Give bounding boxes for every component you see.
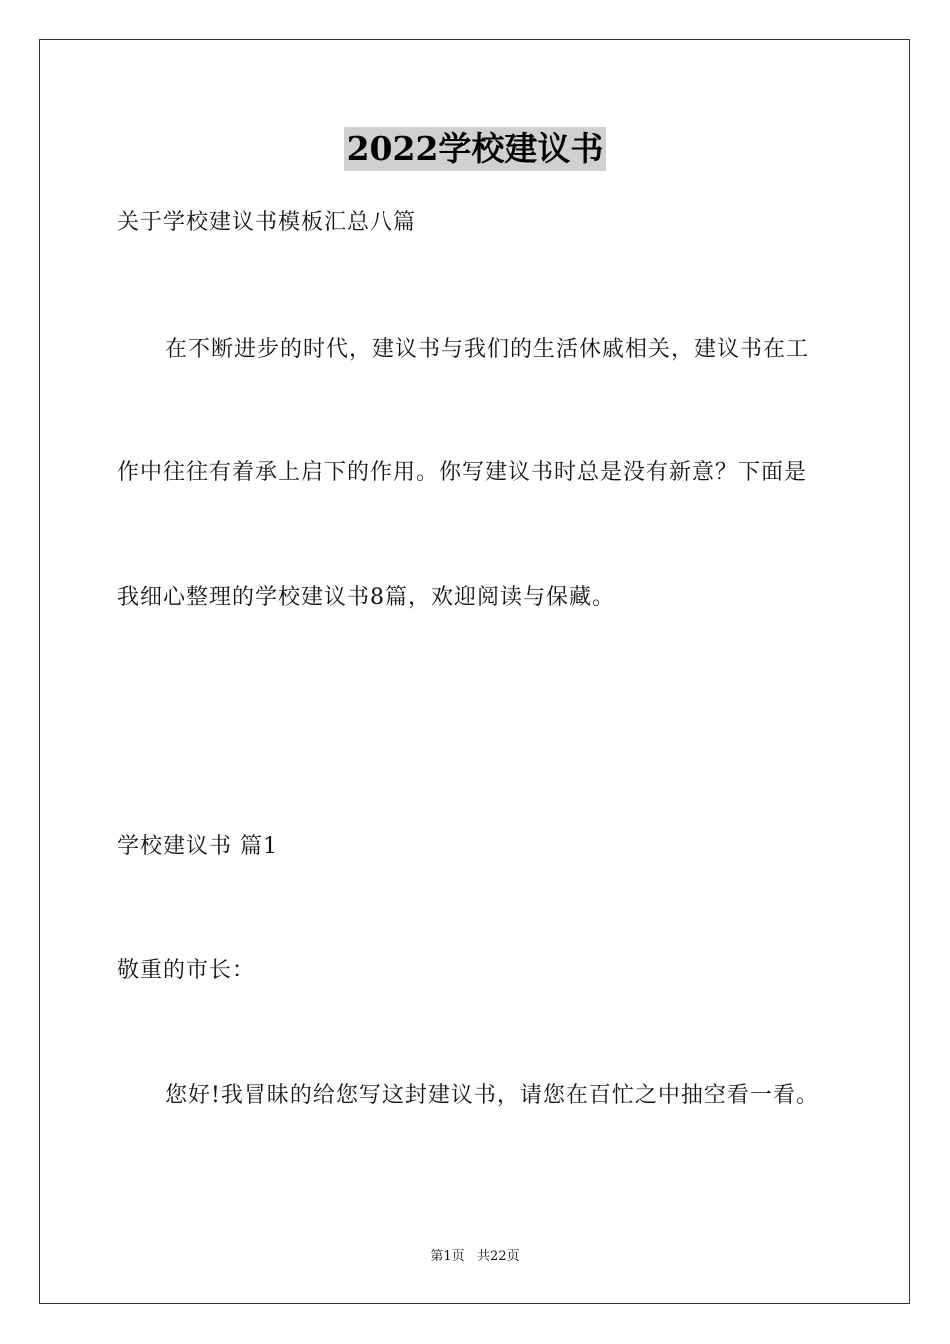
section-heading: 学校建议书 篇1 bbox=[117, 834, 278, 859]
document-title: 2022学校建议书 bbox=[344, 127, 607, 171]
document-subtitle: 关于学校建议书模板汇总八篇 bbox=[117, 210, 417, 235]
salutation: 敬重的市长： bbox=[117, 958, 256, 983]
page-footer bbox=[0, 1248, 950, 1266]
page-number-label: 第1页 共22页 bbox=[430, 1249, 520, 1264]
intro-line-2: 作中往往有着承上启下的作用。你写建议书时总是没有新意？下面是 bbox=[117, 460, 808, 485]
body-line-1: 您好!我冒昧的给您写这封建议书，请您在百忙之中抽空看一看。 bbox=[165, 1083, 819, 1108]
intro-line-3: 我细心整理的学校建议书8篇，欢迎阅读与保藏。 bbox=[117, 585, 615, 610]
intro-line-1: 在不断进步的时代，建议书与我们的生活休戚相关，建议书在工 bbox=[165, 337, 810, 362]
title-container bbox=[0, 127, 950, 171]
